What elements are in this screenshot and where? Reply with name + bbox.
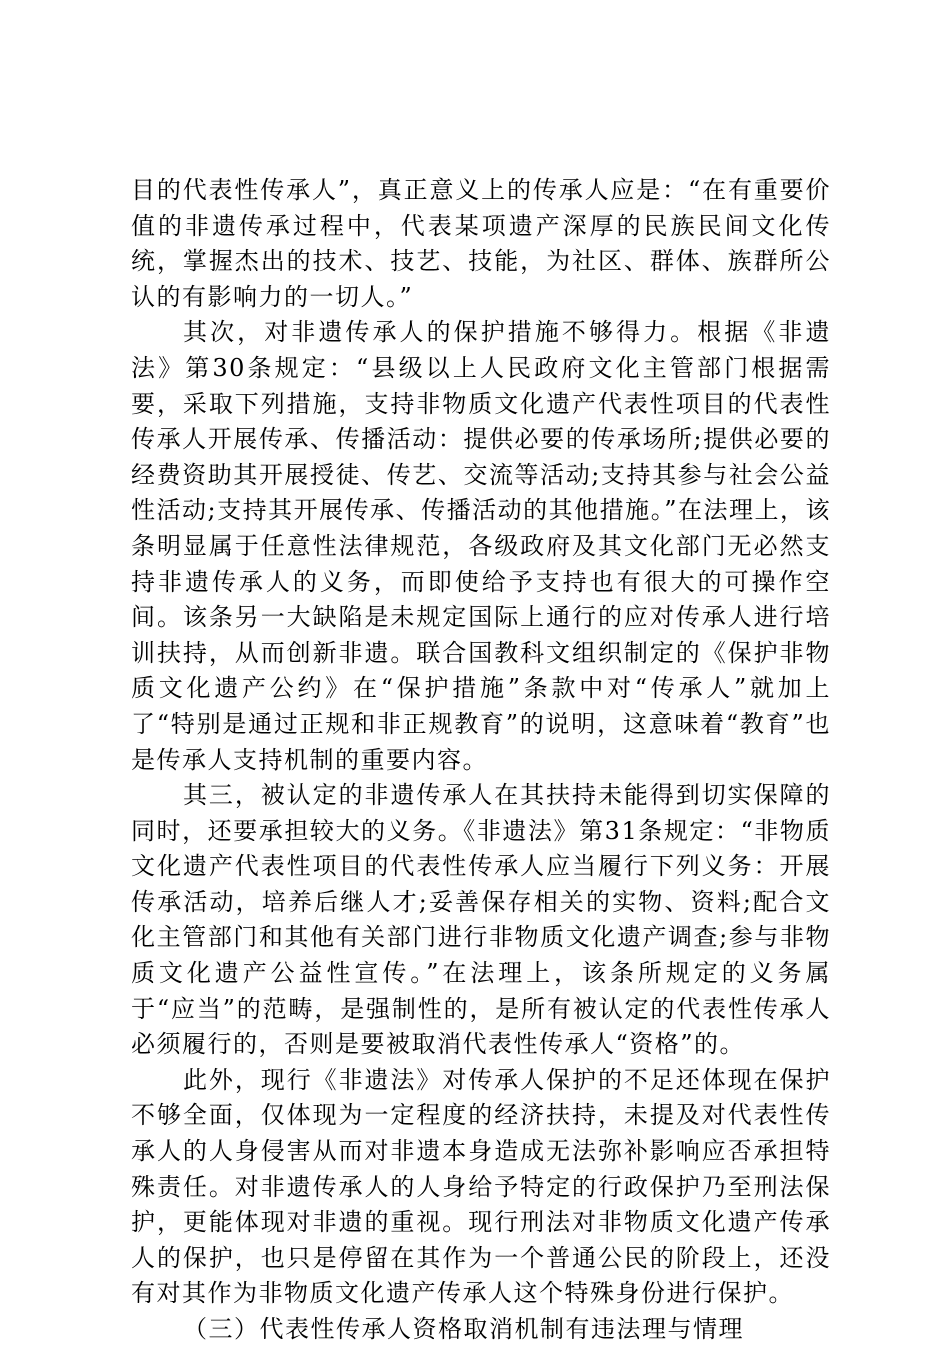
paragraph-secondly: 其次，对非遗传承人的保护措施不够得力。根据《非遗法》第30条规定：“县级以上人民政府文化主管部门根据需要，采取下列措施，支持非物质文化遗产代表性项目的代表性传承人开展传承、传播活动：提供必要的传承场所;提供必要的经费资助其开展授徒、传艺、交流等活动;支持其参与社会公益性活动;支持其开展传承、传播活动的其他措施。”在法理上，该条明显属于任意性法律规范，各级政府及其文化部门无必然支持非遗传承人的义务，而即使给予支持也有很大的可操作空间。该条另一大缺陷是未规定国际上通行的应对传承人进行培训扶持，从而创新非遗。联合国教科文组织制定的《保护非物质文化遗产公约》在“保护措施”条款中对“传承人”就加上了“特别是通过正规和非正规教育”的说明，这意味着“教育”也是传承人支持机制的重要内容。: [131, 318, 831, 774]
document-body: [131, 173, 831, 1348]
section-heading: （三）代表性传承人资格取消机制有违法理与情理: [183, 1315, 744, 1343]
paragraph-thirdly: 其三，被认定的非遗传承人在其扶持未能得到切实保障的同时，还要承担较大的义务。《非遗法》第31条规定：“非物质文化遗产代表性项目的代表性传承人应当履行下列义务：开展传承活动，培养后继人才;妥善保存相关的实物、资料;配合文化主管部门和其他有关部门进行非物质文化遗产调查;参与非物质文化遗产公益性宣传。”在法理上，该条所规定的义务属于“应当”的范畴，是强制性的，是所有被认定的代表性传承人必须履行的，否则是要被取消代表性传承人“资格”的。: [131, 781, 831, 1059]
paragraph-continuation: 目的代表性传承人”，真正意义上的传承人应是：“在有重要价值的非遗传承过程中，代表某项遗产深厚的民族民间文化传统，掌握杰出的技术、技艺、技能，为社区、群体、族群所公认的有影响力的一切人。”: [131, 176, 831, 311]
paragraph-furthermore: 此外，现行《非遗法》对传承人保护的不足还体现在保护不够全面，仅体现为一定程度的经济扶持，未提及对代表性传承人的人身侵害从而对非遗本身造成无法弥补影响应否承担特殊责任。对非遗传承人的人身给予特定的行政保护乃至刑法保护，更能体现对非遗的重视。现行刑法对非物质文化遗产传承人的保护，也只是停留在其作为一个普通公民的阶段上，还没有对其作为非物质文化遗产传承人这个特殊身份进行保护。: [131, 1065, 831, 1308]
